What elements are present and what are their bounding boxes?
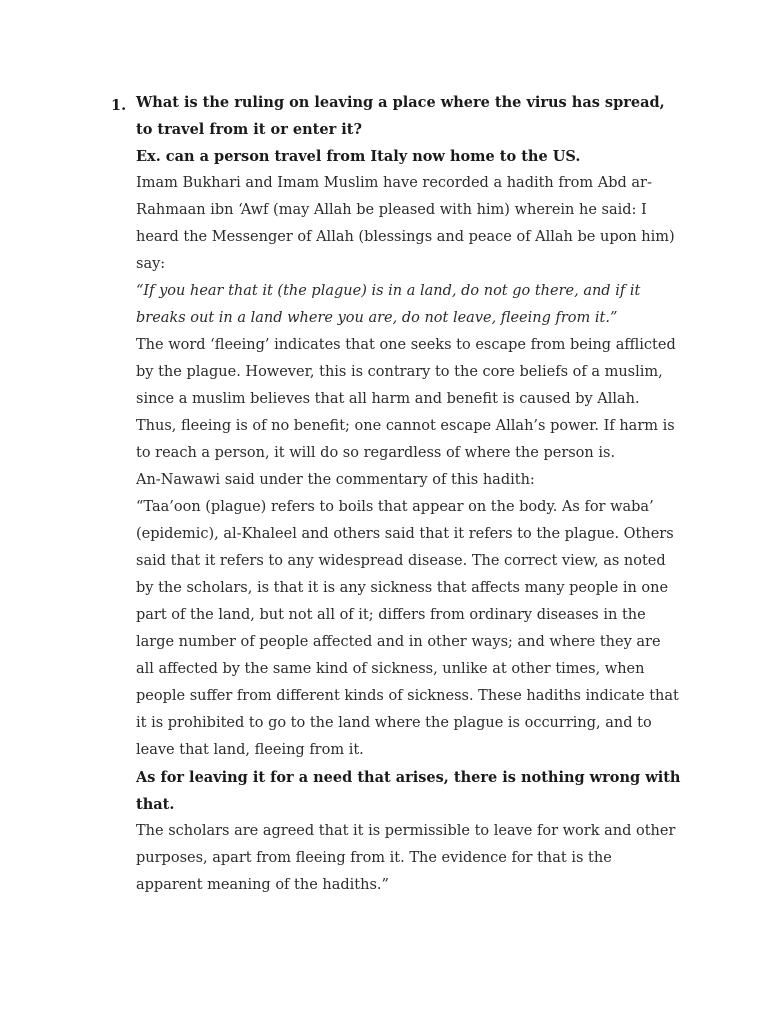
scholars-conclusion-paragraph: The scholars are agreed that it is permissible to leave for work and other purposes, apart from fleeing from it. The evidence for that is the apparent meaning of the hadiths.” — [136, 823, 676, 893]
hadith-intro-paragraph: Imam Bukhari and Imam Muslim have recorded a hadith from Abd ar-Rahmaan ibn ‘Awf (may Allah be pleased with him) wherein he said: I heard the Messenger of Allah (blessings and peace of Allah be upon him) say: — [136, 175, 675, 272]
nawawi-intro: An-Nawawi said under the commentary of this hadith: — [136, 472, 535, 488]
list-number: 1. — [111, 97, 127, 114]
hadith-quote: “If you hear that it (the plague) is in a land, do not go there, and if it breaks out in a land where you are, do not leave, fleeing from it.” — [136, 283, 641, 326]
nawawi-quote-paragraph: “Taa’oon (plague) refers to boils that appear on the body. As for waba’ (epidemic), al-Khaleel and others said that it refers to the plague. Others said that it refers to any widespread disease. The correct view, as noted by the scholars, is that it is any sickness that affects many people in one part of the land, but not all of it; differs from ordinary diseases in the large number of people affected and in other ways; and where they are all affected by the same kind of sickness, unlike at other times, when people suffer from different kinds of sickness. These hadiths indicate that it is prohibited to go to the land where the plague is occurring, and to leave that land, fleeing from it. — [136, 499, 679, 758]
example-heading: Ex. can a person travel from Italy now home to the US. — [136, 148, 581, 165]
list-item-content — [136, 89, 681, 899]
fleeing-explanation-paragraph: The word ‘fleeing’ indicates that one seeks to escape from being afflicted by the plague. However, this is contrary to the core beliefs of a muslim, since a muslim believes that all harm and benefit is caused by Allah. Thus, fleeing is of no benefit; one cannot escape Allah’s power. If harm is to reach a person, it will do so regardless of where the person is. — [136, 337, 676, 461]
need-statement: As for leaving it for a need that arises, there is nothing wrong with that. — [136, 769, 681, 813]
question-heading: What is the ruling on leaving a place where the virus has spread, to travel from it or enter it? — [136, 94, 665, 138]
